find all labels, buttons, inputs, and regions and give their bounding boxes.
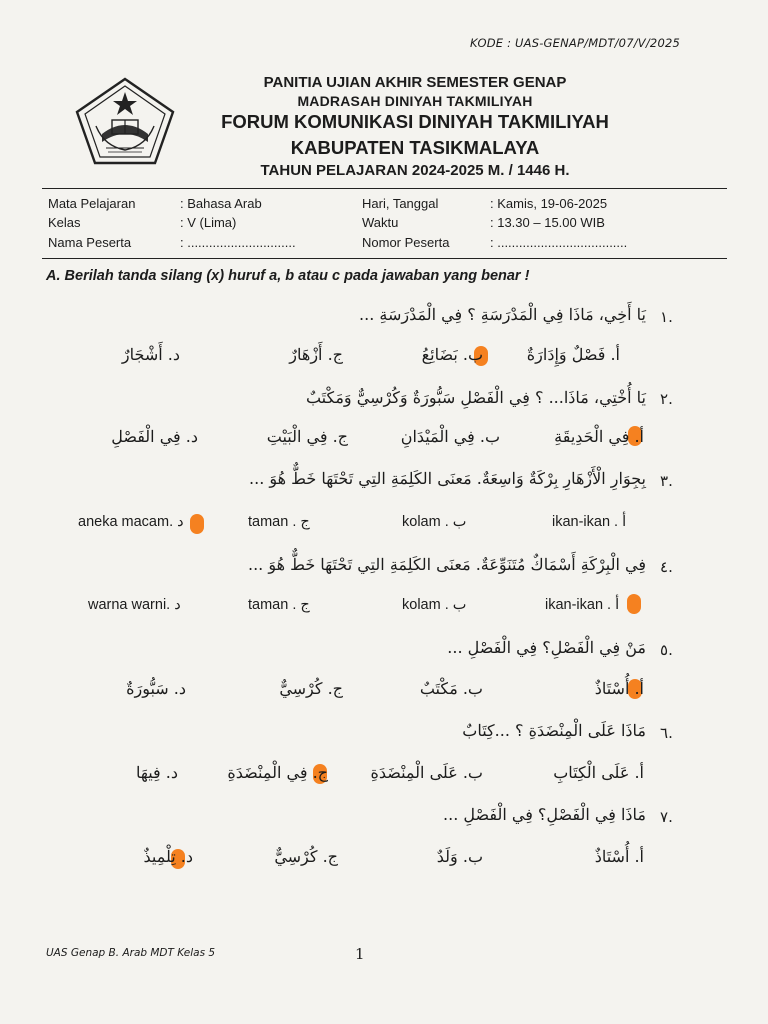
option-a[interactable]: أ. فَصْلٌ وَإِدَارَةٌ xyxy=(526,345,620,364)
exam-code: KODE : UAS-GENAP/MDT/07/V/2025 xyxy=(470,36,680,50)
option-d[interactable]: د. أَشْجَارٌ xyxy=(121,345,180,364)
subject-label: Mata Pelajaran xyxy=(48,196,136,211)
option-c[interactable]: ج. كُرْسِيٌّ xyxy=(274,847,338,866)
option-c[interactable]: ج. كُرْسِيٌّ xyxy=(279,679,343,698)
question-text: مَنْ فِي الْفَصْلِ؟ فِي الْفَصْلِ ... xyxy=(447,638,646,657)
name-field[interactable]: : .............................. xyxy=(180,235,296,250)
day-value: : Kamis, 19-06-2025 xyxy=(490,196,608,211)
question-number: ٣. xyxy=(660,472,673,490)
option-d[interactable]: د. فِيهَا xyxy=(135,763,178,782)
option-b[interactable]: ب. بَضَائِعُ xyxy=(421,345,483,364)
option-d[interactable]: د. تِلْمِيذٌ xyxy=(143,847,193,866)
option-c[interactable]: ج. أَزْهَارٌ xyxy=(289,345,343,364)
question-text: مَاذَا عَلَى الْمِنْضَدَةِ ؟ ...كِتَابٌ xyxy=(462,721,646,740)
question-text: يَا أَخِي، مَاذَا فِي الْمَدْرَسَةِ ؟ فِي الْمَدْرَسَةِ ... xyxy=(359,305,646,324)
header-regency: KABUPATEN TASIKMALAYA xyxy=(290,137,540,158)
section-a-instruction: A. Berilah tanda silang (x) huruf a, b atau c pada jawaban yang benar ! xyxy=(46,268,530,284)
page-number: 1 xyxy=(355,945,365,963)
option-c[interactable]: ج. فِي الْبَيْتِ xyxy=(266,427,348,446)
option-c[interactable]: taman . ج xyxy=(248,597,310,613)
option-b[interactable]: ب. وَلَدٌ xyxy=(436,847,483,866)
number-field[interactable]: : .................................... xyxy=(490,235,628,250)
question-text: يَا أُخْتِي، مَاذَا... ؟ فِي الْفَصْلِ سَبُّورَةٌ وَكُرْسِيٌّ وَمَكْتَبٌ xyxy=(305,388,646,407)
header-madrasah: MADRASAH DINIYAH TAKMILIYAH xyxy=(297,93,533,109)
time-value: : 13.30 – 15.00 WIB xyxy=(490,215,605,230)
name-label: Nama Peserta xyxy=(48,235,132,250)
answer-mark xyxy=(190,514,204,534)
answer-mark xyxy=(627,594,641,614)
option-a[interactable]: أ. عَلَى الْكِتَابِ xyxy=(553,763,644,782)
info-divider xyxy=(42,258,727,259)
option-d[interactable]: warna warni. د xyxy=(88,597,181,613)
question-number: ١. xyxy=(660,308,673,326)
option-d[interactable]: aneka macam. د xyxy=(78,514,184,530)
header-divider xyxy=(42,188,727,189)
option-b[interactable]: ب. مَكْتَبٌ xyxy=(419,679,483,698)
subject-value: : Bahasa Arab xyxy=(180,196,262,211)
option-b[interactable]: ب. فِي الْمَيْدَانِ xyxy=(400,427,500,446)
question-number: ٤. xyxy=(660,558,673,576)
class-value: : V (Lima) xyxy=(180,215,237,230)
option-b[interactable]: kolam . ب xyxy=(402,514,467,530)
question-text: فِي الْبِرْكَةِ أَسْمَاكٌ مُتَنَوِّعَةٌ. مَعنَى الكَلِمَةِ التِي تَحْتَهَا خَطٌّ هُوَ ... xyxy=(248,555,646,574)
question-number: ٧. xyxy=(660,808,673,826)
question-text: بِجِوَارِ الْأَزْهَارِ بِرْكَةٌ وَاسِعَةٌ. مَعنَى الكَلِمَةِ التِي تَحْتَهَا خَطٌّ هُوَ ... xyxy=(249,469,646,488)
footer-note: UAS Genap B. Arab MDT Kelas 5 xyxy=(46,947,216,959)
option-d[interactable]: د. فِي الْفَصْلِ xyxy=(111,427,198,446)
day-label: Hari, Tanggal xyxy=(362,196,439,211)
question-number: ٥. xyxy=(660,641,673,659)
option-a[interactable]: أ. أُسْتَاذٌ xyxy=(594,679,644,698)
question-number: ٢. xyxy=(660,390,673,408)
option-c[interactable]: ج. فِي الْمِنْضَدَةِ xyxy=(227,763,328,782)
option-a[interactable]: ikan-ikan . أ xyxy=(545,597,620,613)
question-text: مَاذَا فِي الْفَصْلِ؟ فِي الْفَصْلِ ... xyxy=(443,805,646,824)
header-committee: PANITIA UJIAN AKHIR SEMESTER GENAP xyxy=(263,74,567,91)
header-forum: FORUM KOMUNIKASI DINIYAH TAKMILIYAH xyxy=(221,111,609,132)
institution-logo-icon xyxy=(74,76,176,166)
option-a[interactable]: أ. فِي الْحَدِيقَةِ xyxy=(554,427,644,446)
option-d[interactable]: د. سَبُّورَةٌ xyxy=(126,679,186,698)
time-label: Waktu xyxy=(362,215,399,230)
option-b[interactable]: kolam . ب xyxy=(402,597,467,613)
question-number: ٦. xyxy=(660,724,673,742)
header-academic-year: TAHUN PELAJARAN 2024-2025 M. / 1446 H. xyxy=(260,162,570,179)
number-label: Nomor Peserta xyxy=(362,235,450,250)
option-a[interactable]: أ. أُسْتَاذٌ xyxy=(594,847,644,866)
class-label: Kelas xyxy=(48,215,81,230)
option-c[interactable]: taman . ج xyxy=(248,514,310,530)
option-b[interactable]: ب. عَلَى الْمِنْضَدَةِ xyxy=(370,763,483,782)
option-a[interactable]: ikan-ikan . أ xyxy=(552,514,627,530)
